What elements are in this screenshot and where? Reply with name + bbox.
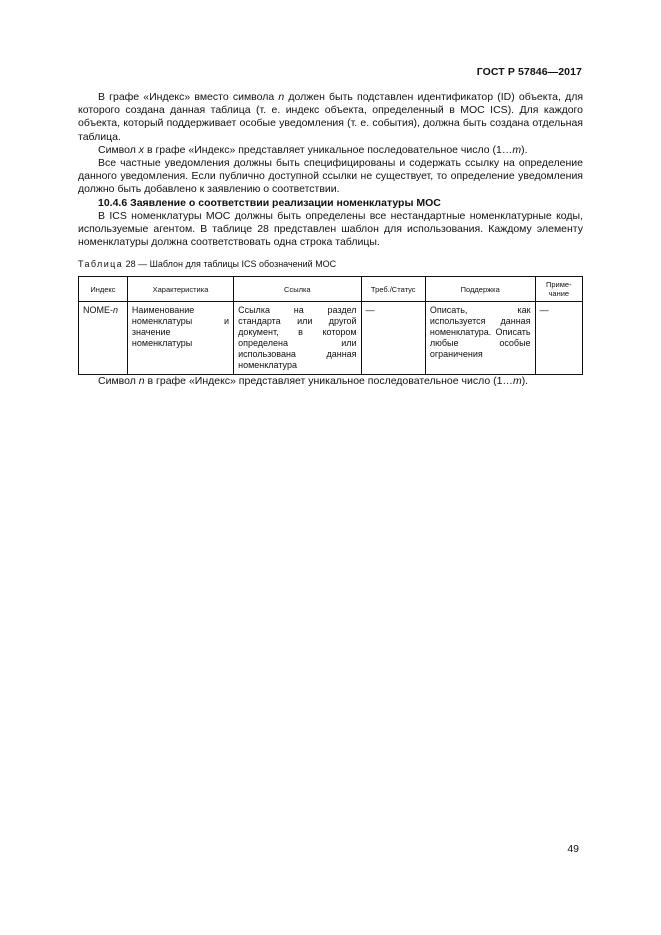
header-reference: Ссылка: [234, 277, 361, 302]
paragraph-index-symbol: [78, 91, 583, 144]
page-number: 49: [567, 843, 579, 855]
italic-symbol: m: [512, 375, 522, 388]
cell-reference: Ссылка на раздел стандарта или другой документ, в котором определена или использована данная номенклатура: [234, 302, 361, 375]
italic-symbol: x: [138, 143, 145, 156]
text-span: в графе «Индекс» представляет уникальное последовательное число (1…: [144, 375, 513, 388]
page-content: [78, 91, 583, 389]
italic-symbol: m: [512, 143, 522, 156]
header-support: Поддержка: [425, 277, 535, 302]
paragraph-symbol-x: [78, 144, 583, 157]
section-heading: 10.4.6 Заявление о соответствии реализации номенклатуры МОС: [98, 196, 441, 209]
paragraph-nomenclature: В ICS номенклатуры МОС должны быть определены все нестандартные номенклатурные коды, используемые агентом. В таблице 28 представлен шаблон для использования. Каждому элементу номенклатуры должна соответствовать одна строка таблицы.: [78, 209, 583, 249]
italic-symbol: n: [278, 91, 285, 103]
italic-symbol: n: [113, 305, 119, 316]
text-span: В графе «Индекс» вместо символа: [98, 91, 279, 103]
text-span: NOME-: [83, 305, 113, 316]
text-span: должен быть подставлен идентификатор (ID) объекта, для которого создана данная таблица (т. е. индекс объекта, определенный в МОС ICS). Для каждого объекта, который поддерживает особые уведомления (т. е. события), должна быть создана отдельная таблица.: [78, 91, 584, 143]
text-span: ).: [521, 143, 528, 156]
caption-label: Таблица: [78, 259, 124, 270]
table-caption: [78, 258, 583, 270]
paragraph-symbol-n: [78, 375, 583, 388]
italic-symbol: n: [138, 375, 145, 388]
cell-support: Описать, как используется данная номенклатура. Описать любые особые ограничения: [425, 302, 535, 375]
document-id: ГОСТ Р 57846—2017: [476, 66, 582, 78]
table-header-row: [79, 277, 583, 302]
text-span: ).: [521, 375, 529, 388]
cell-note: —: [535, 302, 582, 375]
cell-index: [79, 302, 128, 375]
table-row: [79, 302, 583, 375]
header-status: Треб./Статус: [361, 277, 425, 302]
text-span: Символ: [98, 143, 139, 156]
header-note: Приме-чание: [535, 277, 582, 302]
header-index: Индекс: [79, 277, 128, 302]
caption-text: 28 — Шаблон для таблицы ICS обозначений МОС: [123, 259, 337, 270]
text-span: в графе «Индекс» представляет уникальное последовательное число (1…: [144, 143, 513, 156]
cell-characteristic: Наименование номенклатуры и значение номенклатуры: [127, 302, 233, 375]
paragraph-private-notifications: Все частные уведомления должны быть специфицированы и содержать ссылку на определение данного уведомления. Если публично доступной ссылки не существует, то определение уведомления должно быть добавлено к заявлению о соответствии.: [78, 157, 583, 196]
text-span: Символ: [98, 375, 139, 388]
cell-status: —: [361, 302, 425, 375]
ics-table: [78, 276, 583, 375]
header-characteristic: Характеристика: [127, 277, 233, 302]
